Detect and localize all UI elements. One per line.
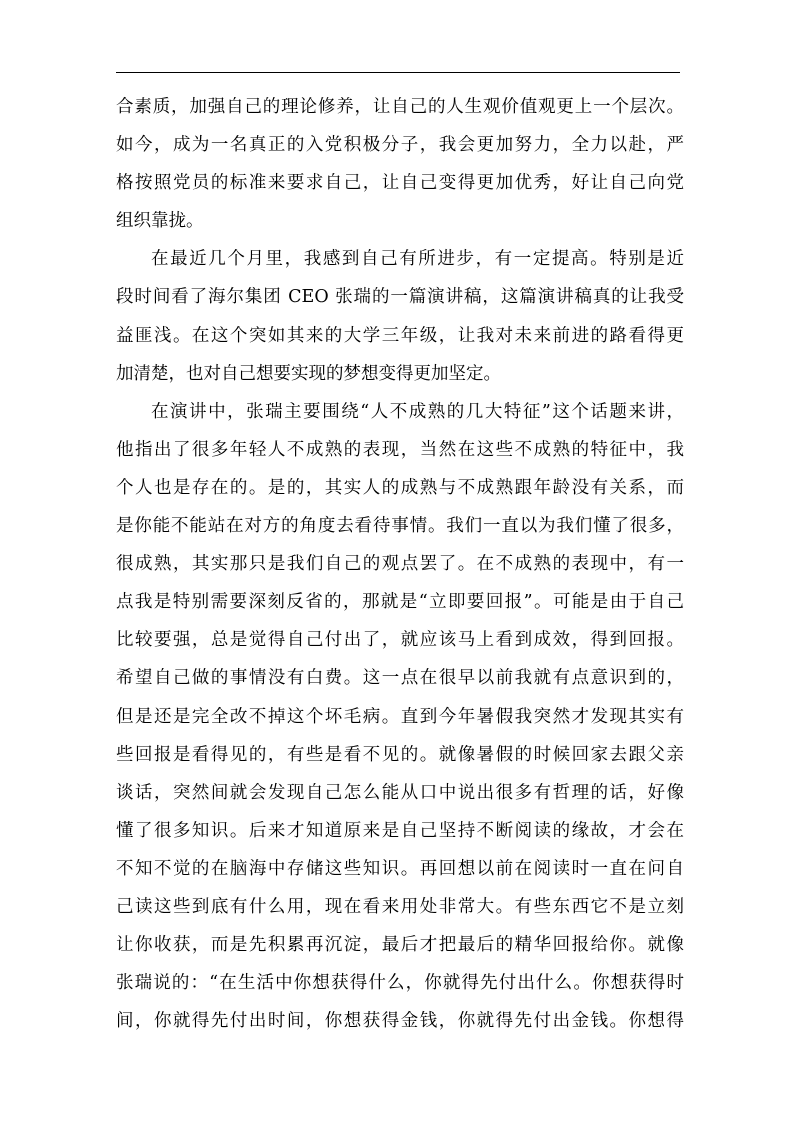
text-line: 在最近几个月里，我感到自己有所进步，有一定提高。特别是近: [151, 249, 684, 270]
text-line: 懂了很多知识。后来才知道原来是自己坚持不断阅读的缘故，才会在: [116, 820, 684, 841]
text-line: 个人也是存在的。是的，其实人的成熟与不成熟跟年龄没有关系，而: [116, 477, 684, 498]
header-rule: [116, 72, 680, 73]
text-line: 不知不觉的在脑海中存储这些知识。再回想以前在阅读时一直在问自: [116, 858, 684, 879]
text-line: 他指出了很多年轻人不成熟的表现，当然在这些不成熟的特征中，我: [116, 439, 684, 460]
text-line: 组织靠拢。: [116, 211, 204, 232]
text-line: 张瑞说的：“在生活中你想获得什么，你就得先付出什么。你想获得时: [116, 973, 684, 994]
text-line: 是你能不能站在对方的角度去看待事情。我们一直以为我们懂了很多，: [116, 516, 684, 537]
text-line: 让你收获，而是先积累再沉淀，最后才把最后的精华回报给你。就像: [116, 935, 684, 956]
text-line: 如今，成为一名真正的入党积极分子，我会更加努力，全力以赴，严: [116, 135, 684, 156]
text-line: 间，你就得先付出时间，你想获得金钱，你就得先付出金钱。你想得: [116, 1011, 684, 1032]
text-line: 加清楚，也对自己想要实现的梦想变得更加坚定。: [116, 363, 501, 384]
text-line: 合素质，加强自己的理论修养，让自己的人生观价值观更上一个层次。: [116, 97, 684, 117]
text-line: 在演讲中，张瑞主要围绕“人不成熟的几大特征”这个话题来讲，: [151, 401, 684, 422]
text-line: 但是还是完全改不掉这个坏毛病。直到今年暑假我突然才发现其实有: [116, 706, 684, 727]
text-line: 希望自己做的事情没有白费。这一点在很早以前我就有点意识到的，: [116, 668, 684, 689]
text-line: 段时间看了海尔集团 CEO 张瑞的一篇演讲稿，这篇演讲稿真的让我受: [116, 287, 684, 308]
text-line: 很成熟，其实那只是我们自己的观点罢了。在不成熟的表现中，有一: [116, 554, 684, 575]
text-line: 格按照党员的标准来要求自己，让自己变得更加优秀，好让自己向党: [116, 173, 684, 194]
text-line: 比较要强，总是觉得自己付出了，就应该马上看到成效，得到回报。: [116, 630, 684, 651]
text-line: 点我是特别需要深刻反省的，那就是“立即要回报”。可能是由于自己: [116, 592, 684, 613]
text-line: 些回报是看得见的，有些是看不见的。就像暑假的时候回家去跟父亲: [116, 744, 684, 765]
text-line: 谈话，突然间就会发现自己怎么能从口中说出很多有哲理的话，好像: [116, 782, 684, 803]
text-line: 益匪浅。在这个突如其来的大学三年级，让我对未来前进的路看得更: [116, 325, 684, 346]
text-line: 己读这些到底有什么用，现在看来用处非常大。有些东西它不是立刻: [116, 896, 684, 917]
document-body: [116, 88, 684, 1040]
